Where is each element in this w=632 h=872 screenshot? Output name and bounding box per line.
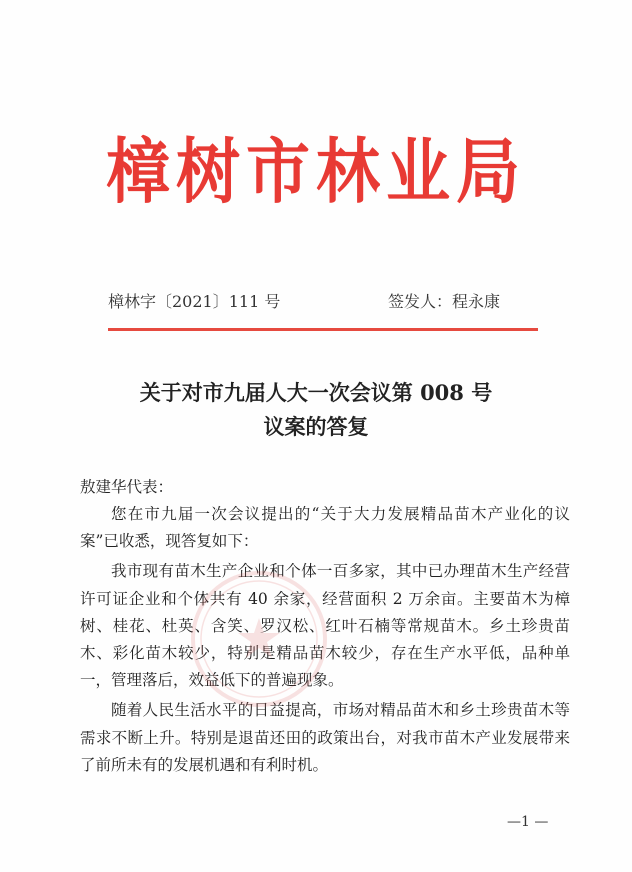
masthead-title: 樟树市林业局 (106, 132, 526, 214)
page-number: —1 — (507, 814, 549, 830)
signer: 签发人：程永康 (388, 292, 501, 311)
document-number: 樟林字〔2021〕111 号 (108, 292, 281, 311)
paragraph: 随着人民生活水平的日益提高，市场对精品苗木和乡土珍贵苗木等需求不断上升。特别是退苗还田的政策出台，对我市苗木产业发展带来了前所未有的发展机遇和有利时机。 (80, 701, 570, 774)
official-seal-icon (188, 568, 330, 710)
paragraph: 您在市九届一次会议提出的“关于大力发展精品苗木产业化的议案”已收悉，现答复如下： (80, 505, 570, 551)
title-line-1: 关于对市九届人大一次会议第 008 号 (139, 380, 493, 405)
salutation: 敖建华代表： (80, 478, 174, 496)
document-title (0, 376, 632, 444)
red-divider-line (108, 328, 538, 331)
paragraph: 我市现有苗木生产企业和个体一百多家，其中已办理苗木生产经营许可证企业和个体共有 40 余家，经营面积 2 万余亩。主要苗木为樟树、桂花、杜英、含笑、罗汉松、红叶石楠等常规苗木。乡土珍贵苗木、彩化苗木较少，特别是精品苗木较少，存在生产水平低，品种单一，管理落后，效益低下的普遍现象。 (80, 562, 570, 690)
title-line-2: 议案的答复 (263, 414, 369, 439)
